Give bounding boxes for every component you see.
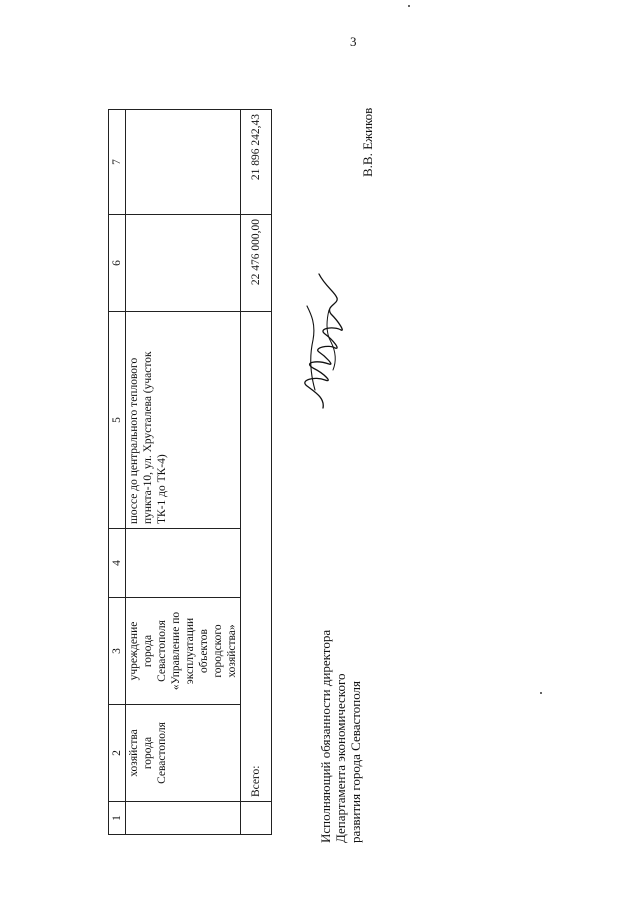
total-label: Всего: (241, 312, 272, 802)
cell-col-4 (126, 529, 241, 598)
cell-col-2: хозяйства города Севастополя (126, 705, 241, 802)
table-row (126, 110, 241, 835)
cell-col-6 (126, 215, 241, 312)
header-col-2: 2 (109, 705, 126, 802)
header-col-6: 6 (109, 215, 126, 312)
header-col-7: 7 (109, 110, 126, 215)
scan-speck (408, 5, 410, 7)
handwritten-signature (285, 270, 355, 410)
cell-col-3: учреждение города Севастополя «Управление по эксплуатации объектов городского хозяйства» (126, 598, 241, 705)
budget-table (108, 109, 272, 835)
signatory-name: В.В. Ежиков (360, 107, 375, 177)
total-empty-col-1 (241, 802, 272, 835)
header-col-3: 3 (109, 598, 126, 705)
cell-col-5: шоссе до центрального теплового пункта-10, ул. Хрусталева (участок ТК-1 до ТК-4) (126, 312, 241, 529)
cell-col-1 (126, 802, 241, 835)
signatory-position: Исполняющий обязанности директора Департамента экономического развития города Севастополя (318, 629, 363, 843)
total-col-6: 22 476 000,00 (241, 215, 272, 312)
page-number: 3 (350, 34, 357, 49)
header-col-1: 1 (109, 802, 126, 835)
cell-col-7 (126, 110, 241, 215)
total-row (241, 110, 272, 835)
header-col-4: 4 (109, 529, 126, 598)
table-header-row (109, 110, 126, 835)
total-col-7: 21 896 242,43 (241, 110, 272, 215)
scan-speck (540, 692, 542, 694)
header-col-5: 5 (109, 312, 126, 529)
